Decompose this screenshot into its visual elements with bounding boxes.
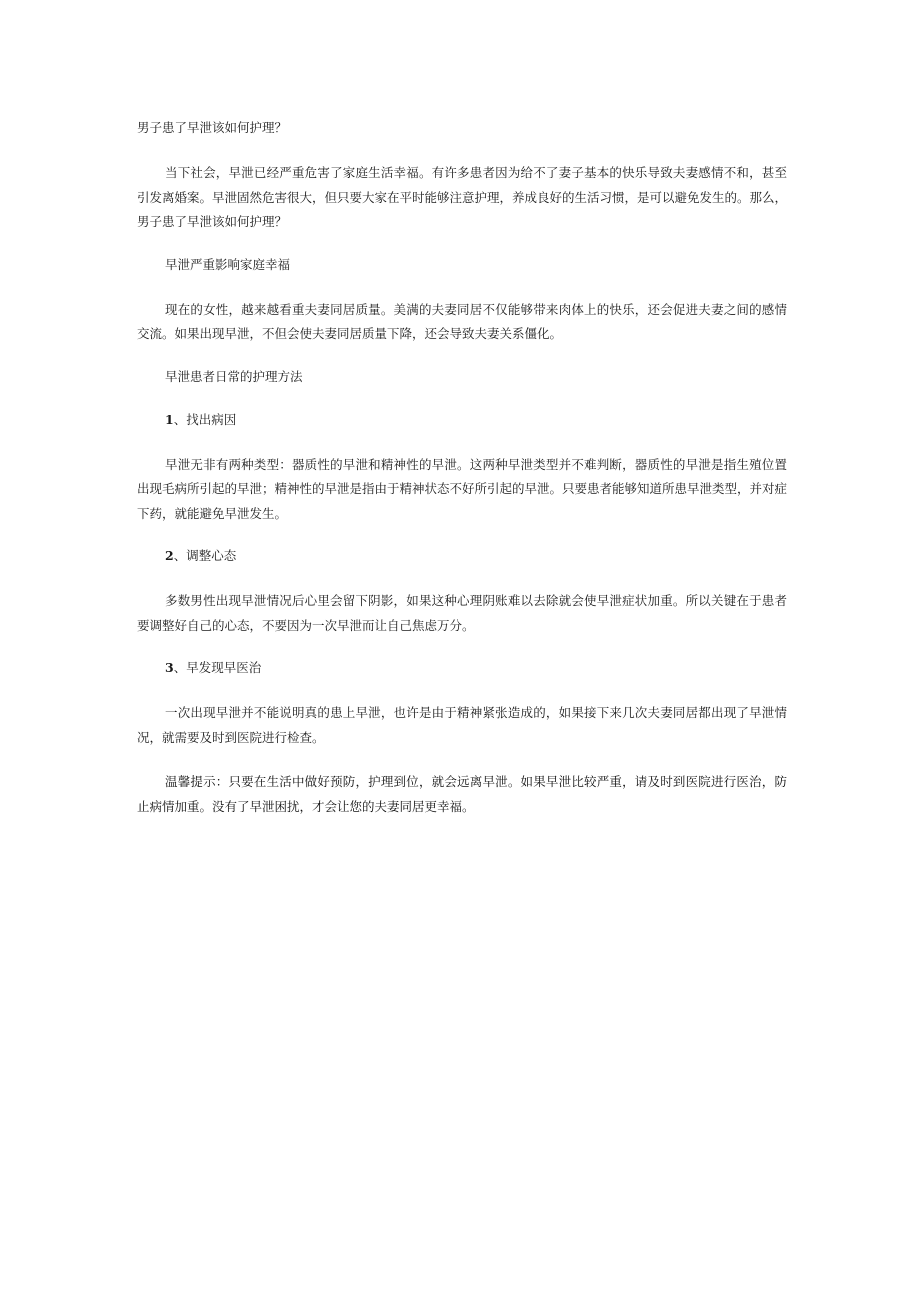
article-title: 男子患了早泄该如何护理？: [137, 120, 288, 135]
item-title: 早发现早医治: [186, 660, 262, 675]
item-title: 找出病因: [186, 411, 237, 427]
adjust-mindset-paragraph: 多数男性出现早泄情况后心里会留下阴影，如果这种心理阴账难以去除就会使早泄症状加重。所以关键在于患者要调整好自己的心态，不要因为一次早泄而让自己焦虑万分。: [137, 593, 787, 633]
impact-paragraph: 现在的女性，越来越看重夫妻同居质量。美满的夫妻同居不仅能够带来肉体上的快乐，还会促进夫妻之间的感情交流。如果出现早泄，不但会使夫妻同居质量下降，还会导致夫妻关系僵化。: [137, 301, 787, 341]
item-number: 3: [165, 660, 174, 675]
warm-tip-paragraph: 温馨提示：只要在生活中做好预防，护理到位，就会远离早泄。如果早泄比较严重，请及时到医院进行医治，防止病情加重。没有了早泄困扰，才会让您的夫妻同居更幸福。: [137, 774, 787, 814]
article-body: [137, 118, 787, 819]
item-separator: 、: [173, 548, 187, 563]
item-heading-adjust-mindset: [137, 546, 787, 566]
item-heading-find-cause: [137, 410, 787, 430]
section-heading-impact: 早泄严重影响家庭幸福: [165, 256, 291, 272]
find-cause-paragraph: 早泄无非有两种类型：器质性的早泄和精神性的早泄。这两种早泄类型并不难判断，器质性的早泄是指生殖位置出现毛病所引起的早泄；精神性的早泄是指由于精神状态不好所引起的早泄。只要患者能够知道所患早泄类型，并对症下药，就能避免早泄发生。: [137, 456, 788, 521]
item-number: 2: [165, 548, 174, 563]
early-treatment-paragraph: 一次出现早泄并不能说明真的患上早泄，也许是由于精神紧张造成的，如果接下来几次夫妻同居都出现了早泄情况，就需要及时到医院进行检查。: [137, 705, 787, 745]
item-separator: 、: [173, 411, 187, 427]
item-separator: 、: [173, 660, 187, 675]
intro-paragraph: 当下社会，早泄已经严重危害了家庭生活幸福。有许多患者因为给不了妻子基本的快乐导致夫妻感情不和，甚至引发离婚案。早泄固然危害很大，但只要大家在平时能够注意护理，养成良好的生活习惯，是可以避免发生的。那么，男子患了早泄该如何护理？: [137, 165, 788, 229]
item-title: 调整心态: [186, 548, 237, 563]
item-number: 1: [165, 411, 174, 427]
section-heading-care-methods: 早泄患者日常的护理方法: [165, 368, 303, 384]
item-heading-early-treatment: [137, 658, 787, 678]
